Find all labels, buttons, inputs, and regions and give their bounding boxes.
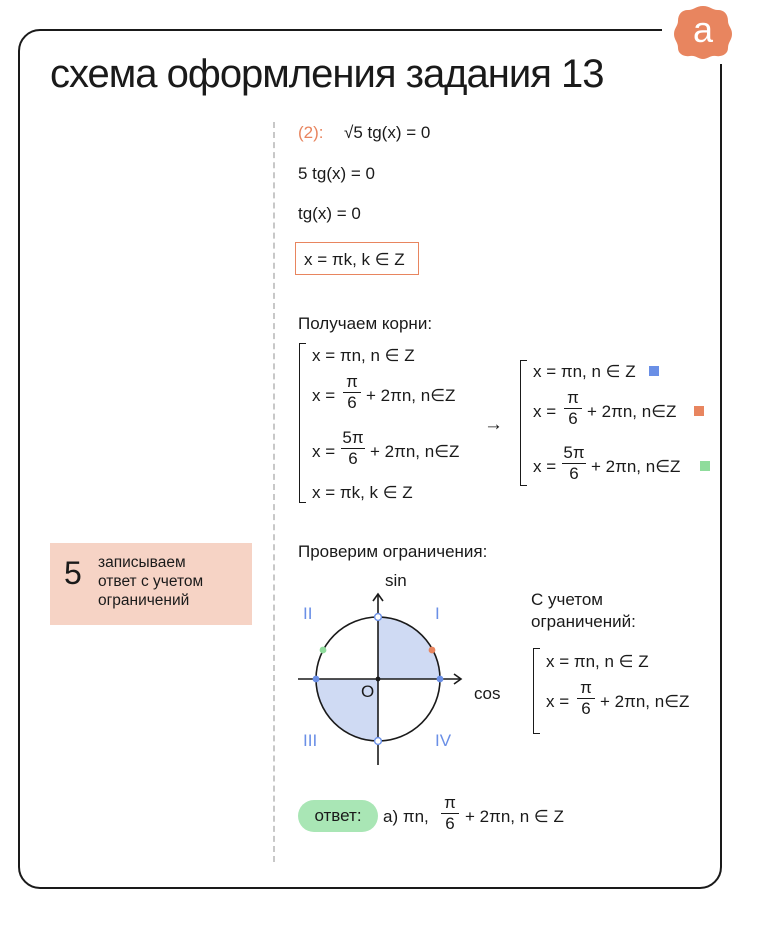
right-system-bracket: [520, 360, 527, 486]
point-zero: [437, 676, 444, 683]
step-text-line1: записываем: [98, 554, 186, 571]
constraints-bracket: [533, 648, 540, 734]
equation-label: (2):: [298, 123, 324, 142]
left-root-3-prefix: x =: [312, 442, 336, 461]
constraint-root-2-fraction: [577, 678, 595, 719]
quadrant-3-label: III: [303, 731, 318, 750]
fraction-numerator: 5π: [342, 428, 364, 447]
badge-letter: а: [692, 9, 714, 50]
quadrant-2-label: II: [303, 604, 313, 623]
answer-suffix: + 2πn, n ∈ Z: [465, 807, 564, 826]
fraction-numerator: π: [444, 793, 456, 812]
right-root-2-prefix: x =: [533, 402, 557, 421]
step-number: 5: [64, 555, 82, 591]
left-system-bracket: [299, 343, 306, 503]
left-root-2-fraction: [343, 372, 361, 413]
left-root-4: x = πk, k ∈ Z: [312, 483, 413, 502]
left-root-2-prefix: x =: [312, 386, 336, 405]
origin-dot: [376, 677, 381, 682]
fraction-denominator: 6: [581, 699, 591, 719]
step-text-line2: ответ с учетом: [98, 573, 204, 590]
point-five-pi-sixth: [320, 647, 327, 654]
fraction-numerator: 5π: [563, 443, 585, 462]
quadrant-4-label: IV: [435, 731, 452, 750]
fraction-denominator: 6: [348, 449, 358, 469]
answer-prefix: а) πn,: [383, 807, 429, 826]
check-heading: Проверим ограничения:: [298, 542, 488, 561]
fraction-numerator: π: [580, 678, 592, 697]
origin-label: O: [361, 682, 375, 701]
constraint-root-1: x = πn, n ∈ Z: [546, 652, 649, 671]
left-root-1: x = πn, n ∈ Z: [312, 346, 415, 365]
left-root-2-suffix: + 2πn, n∈Z: [366, 386, 456, 405]
right-root-3-fraction: [562, 443, 586, 484]
constraints-title-line1: С учетом: [531, 590, 603, 609]
sin-axis-label: sin: [385, 571, 407, 590]
roots-heading: Получаем корни:: [298, 314, 433, 333]
point-pi: [313, 676, 320, 683]
right-root-2-suffix: + 2πn, n∈Z: [587, 402, 677, 421]
equation-2: 5 tg(x) = 0: [298, 164, 376, 183]
equation-1: √5 tg(x) = 0: [344, 123, 431, 142]
orange-marker-icon: [694, 406, 704, 416]
left-root-3-fraction: [341, 428, 365, 469]
cos-axis-label: cos: [474, 684, 501, 703]
variant-badge: [672, 4, 734, 60]
step-box: [50, 543, 252, 625]
right-root-1: x = πn, n ∈ Z: [533, 362, 636, 381]
left-root-3-suffix: + 2πn, n∈Z: [370, 442, 460, 461]
step-text: [98, 553, 203, 610]
answer-label-pill: ответ:: [298, 800, 378, 832]
fraction-denominator: 6: [445, 814, 455, 834]
constraint-root-2-prefix: x =: [546, 692, 570, 711]
point-pi-sixth: [429, 647, 436, 654]
point-three-pi-half: [375, 738, 382, 745]
right-root-3-prefix: x =: [533, 457, 557, 476]
right-root-3-suffix: + 2πn, n∈Z: [591, 457, 681, 476]
right-root-2-fraction: [564, 388, 582, 429]
unit-circle-diagram: [290, 570, 510, 770]
fraction-denominator: 6: [347, 393, 357, 413]
equation-3: tg(x) = 0: [298, 204, 361, 223]
page-title: схема оформления задания 13: [50, 52, 604, 96]
step-text-line3: ограничений: [98, 592, 190, 609]
fraction-numerator: π: [346, 372, 358, 391]
answer-fraction: [441, 793, 459, 834]
quadrant-1-label: I: [435, 604, 440, 623]
blue-marker-icon: [649, 366, 659, 376]
arrow-icon: →: [484, 414, 503, 435]
constraints-title-line2: ограничений:: [531, 612, 636, 631]
constraint-root-2-suffix: + 2πn, n∈Z: [600, 692, 690, 711]
divider-line: [273, 122, 275, 862]
fraction-denominator: 6: [569, 464, 579, 484]
point-pi-half: [375, 614, 382, 621]
fraction-numerator: π: [567, 388, 579, 407]
green-marker-icon: [700, 461, 710, 471]
fraction-denominator: 6: [568, 409, 578, 429]
boxed-solution-text: x = πk, k ∈ Z: [304, 250, 405, 269]
